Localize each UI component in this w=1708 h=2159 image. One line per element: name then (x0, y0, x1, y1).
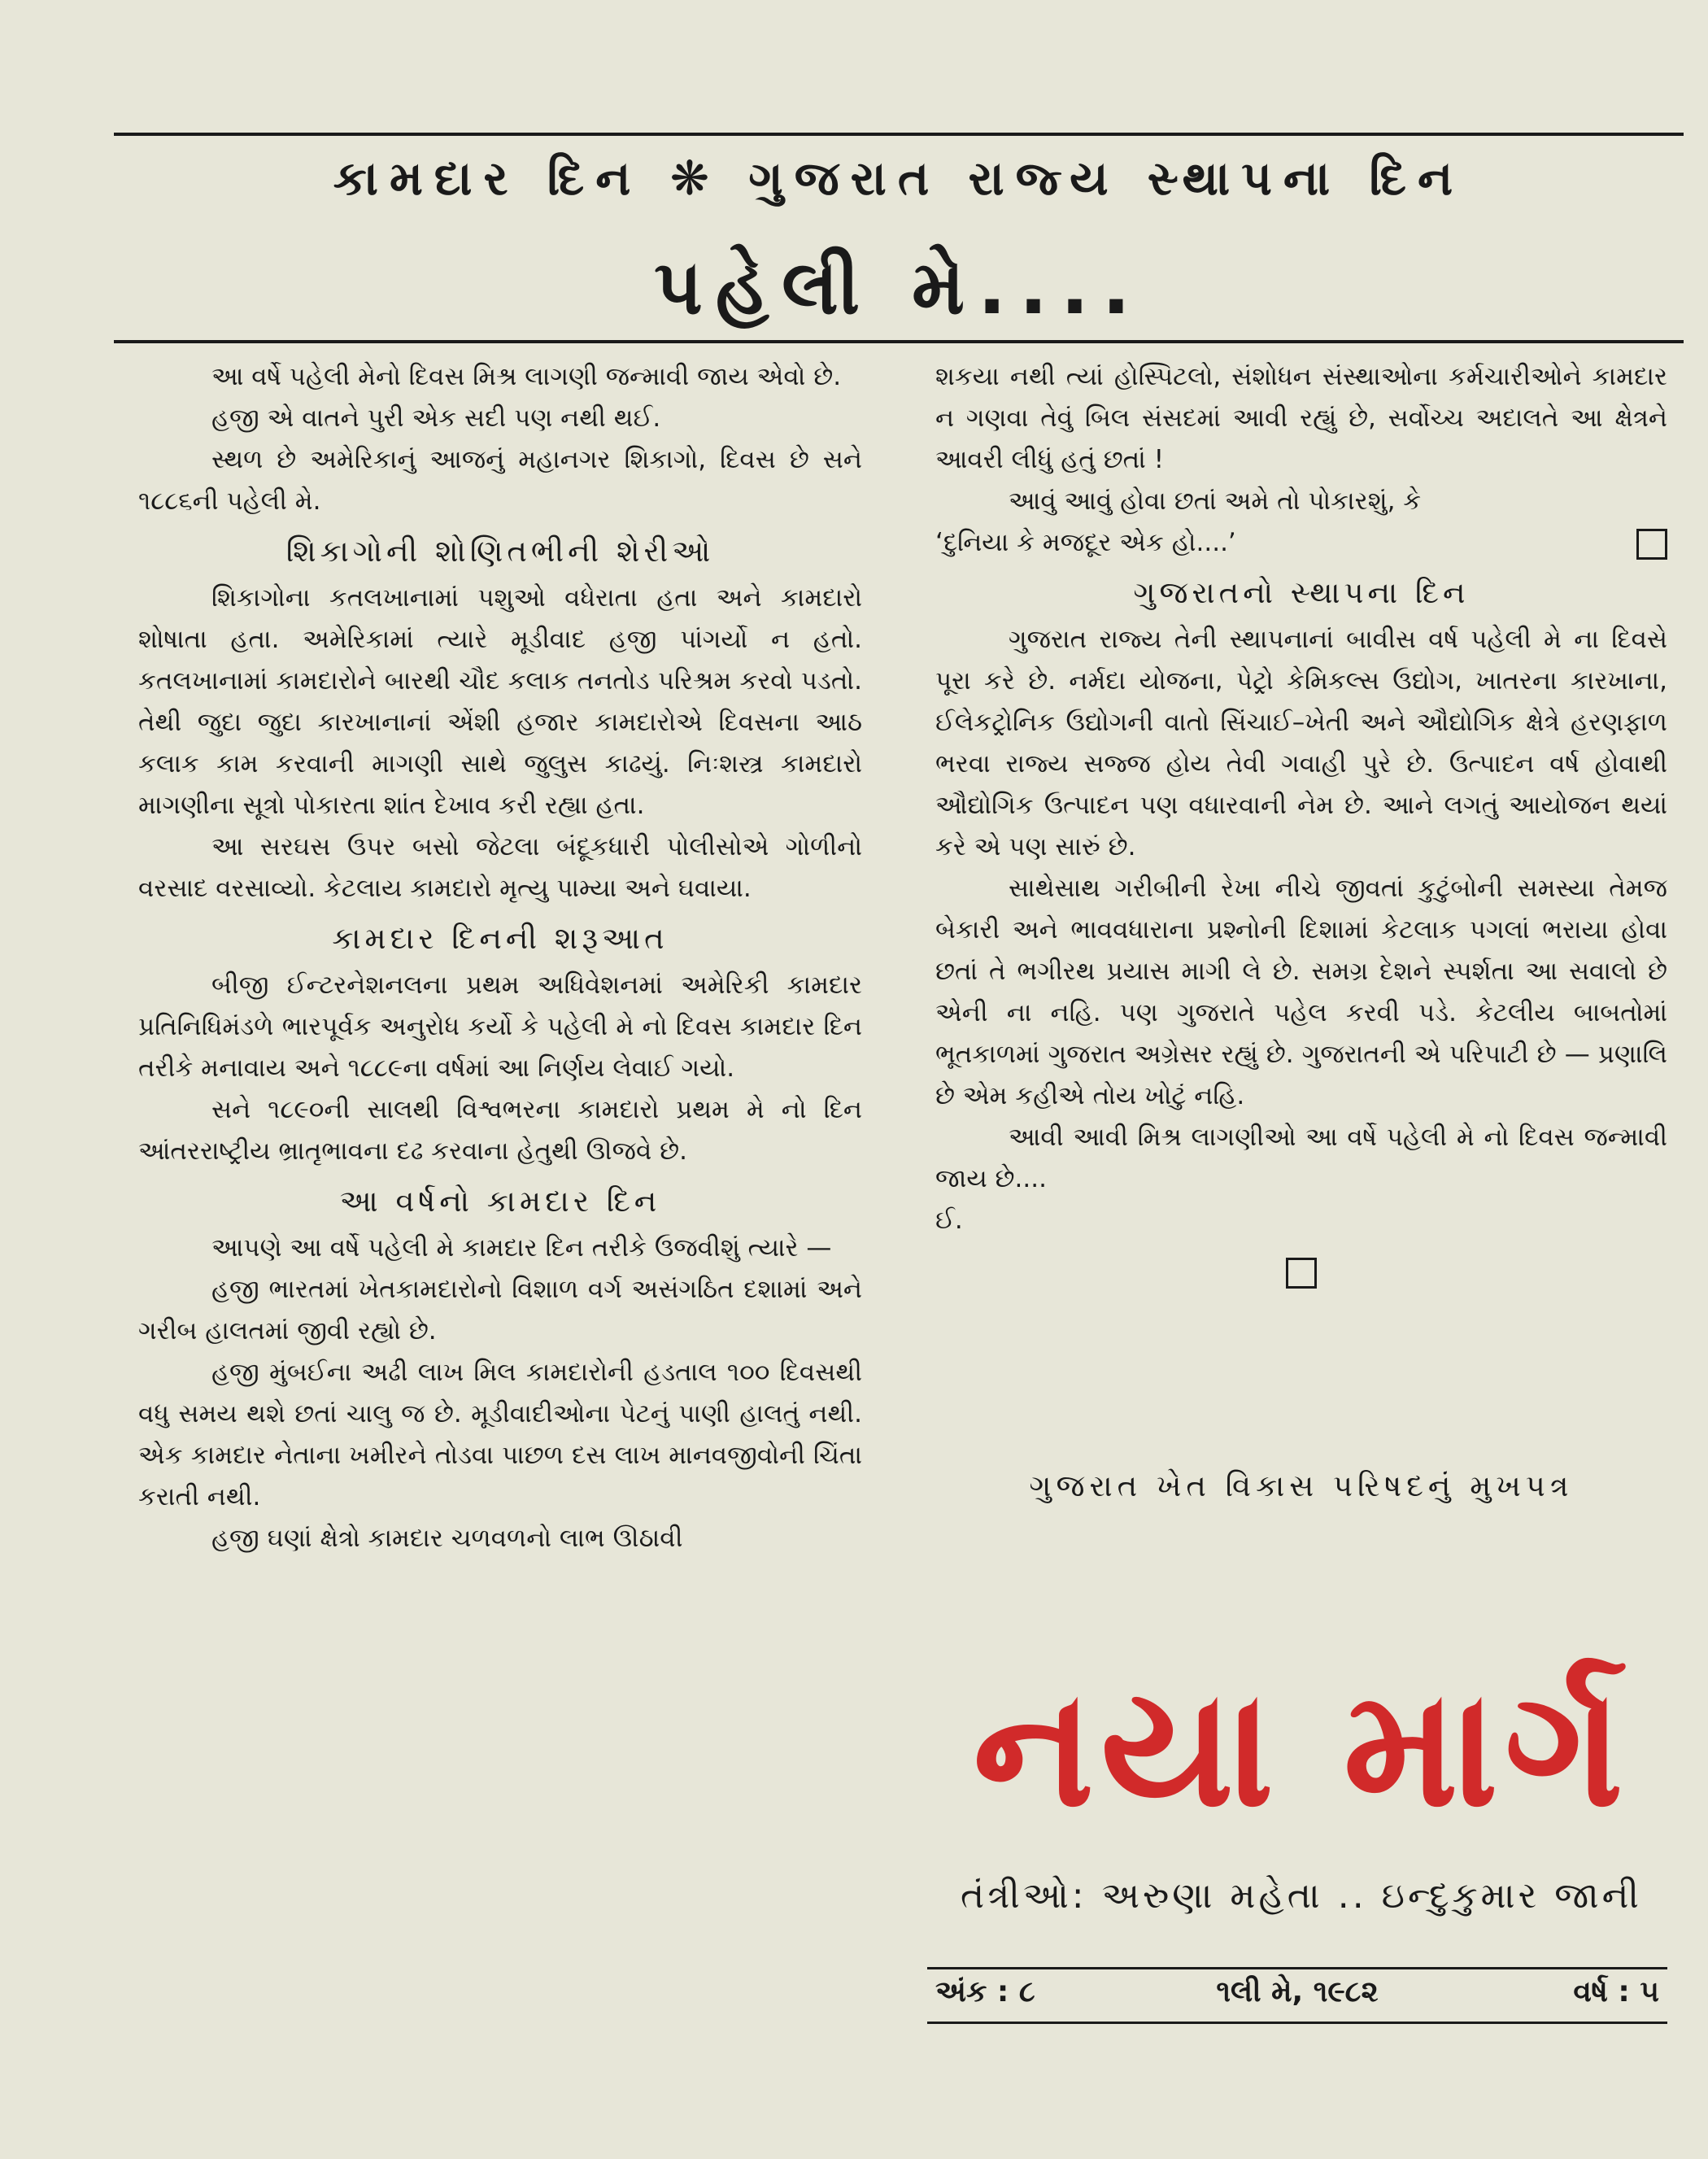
paragraph: સને ૧૮૯૦ની સાલથી વિશ્વભરના કામદારો પ્રથમ મે નો દિન આંતરરાષ્ટ્રીય ભ્રાતૃભાવના દઢ કરવાના હેતુથી ઊજવે છે. (138, 1095, 862, 1166)
paragraph: આપણે આ વર્ષે પહેલી મે કામદાર દિન તરીકે ઉજવીશું ત્યારે — (211, 1233, 832, 1263)
paragraph: શકયા નથી ત્યાં હોસ્પિટલો, સંશોધન સંસ્થાઓના કર્મચારીઓને કામદાર ન ગણવા તેવું બિલ સંસદમાં આવી રહ્યું છે, સર્વોચ્ચ અદાલતે આ ક્ષેત્રને આવરી લીધું હતું છતાં ! (935, 362, 1667, 474)
paragraph: સ્થળ છે અમેરિકાનું આજનું મહાનગર શિકાગો, દિવસ છે સને ૧૮૮૬ની પહેલી મે. (138, 445, 862, 516)
paragraph: આવી આવી મિશ્ર લાગણીઓ આ વર્ષે પહેલી મે નો દિવસ જન્માવી જાય છે.... (935, 1123, 1667, 1193)
issue-year: વર્ષ : ૫ (1573, 1975, 1659, 2009)
author-initial: ઈ. (935, 1206, 963, 1235)
end-mark-icon (1286, 1258, 1317, 1289)
headline-rule (114, 340, 1684, 343)
paragraph: હજી મુંબઈના અઢી લાખ મિલ કામદારોની હડતાલ ૧૦૦ દિવસથી વધુ સમય થશે છતાં ચાલુ જ છે. મૂડીવાદીઓના પેટનું પાણી હાલતું નથી. એક કામદાર નેતાના ખમીરને તોડવા પાછળ દસ લાખ માનવજીવોની ચિંતા કરાતી નથી. (138, 1358, 862, 1511)
issue-number: અંક : ૮ (935, 1975, 1035, 2009)
editors-line: તંત્રીઓ: અરુણા મહેતા .. ઇન્દુકુમાર જાની (961, 1875, 1642, 1917)
paragraph: સાથેસાથ ગરીબીની રેખા નીચે જીવતાં કુટુંબોની સમસ્યા તેમજ બેકારી અને ભાવવધારાના પ્રશ્નોની દિશામાં કેટલાક પગલાં ભરાયા હોવા છતાં તે ભગીરથ પ્રયાસ માગી લે છે. સમગ્ર દેશને સ્પર્શતા આ સવાલો છે એની ના નહિ. પણ ગુજરાતે પહેલ કરવી પડે. કેટલીય બાબતોમાં ભૂતકાળમાં ગુજરાત અગ્રેસર રહ્યું છે. ગુજરાતની એ પરિપાટી છે — પ્રણાલિ છે એમ કહીએ તોય ખોટું નહિ. (935, 874, 1667, 1110)
paragraph: હજી એ વાતને પુરી એક સદી પણ નથી થઈ. (211, 403, 661, 433)
paragraph: આ વર્ષે પહેલી મેનો દિવસ મિશ્ર લાગણી જન્માવી જાય એવો છે. (211, 362, 842, 391)
issue-rule-top (927, 1967, 1667, 1969)
top-rule (114, 133, 1684, 136)
left-column (138, 356, 862, 1559)
masthead-title: નયા માર્ગ (973, 1654, 1630, 1843)
end-mark-row (935, 1251, 1667, 1293)
issue-rule-bottom (927, 2022, 1667, 2024)
mouthpiece-line: ગુજરાત ખેત વિકાસ પરિષદનું મુખપત્ર (1029, 1468, 1574, 1503)
paragraph: બીજી ઈન્ટરનેશનલના પ્રથમ અધિવેશનમાં અમેરિકી કામદાર પ્રતિનિધિમંડળે ભારપૂર્વક અનુરોધ કર્યો કે પહેલી મે નો દિવસ કામદાર દિન તરીકે મનાવાય અને ૧૮૮૯ના વર્ષમાં આ નિર્ણય લેવાઈ ગયો. (138, 970, 862, 1083)
paragraph: ગુજરાત રાજ્ય તેની સ્થાપનાનાં બાવીસ વર્ષ પહેલી મે ના દિવસે પૂરા કરે છે. નર્મદા યોજના, પેટ્રો કેમિકલ્સ ઉદ્યોગ, ખાતરના કારખાના, ઈલેકટ્રોનિક ઉદ્યોગની વાતો સિંચાઈ–ખેતી અને ઔદ્યોગિક ક્ષેત્રે હરણફાળ ભરવા રાજ્ય સજ્જ હોય તેવી ગવાહી પુરે છે. ઉત્પાદન વર્ષ હોવાથી ઔદ્યોગિક ઉત્પાદન પણ વધારવાની નેમ છે. આને લગતું આયોજન થયાં કરે એ પણ સારું છે. (935, 625, 1667, 861)
slogan-line (935, 522, 1667, 564)
paragraph: આવું આવું હોવા છતાં અમે તો પોકારશું, કે (1009, 486, 1422, 516)
right-column (935, 356, 1667, 1301)
paragraph: શિકાગોના કતલખાનામાં પશુઓ વધેરાતા હતા અને કામદારો શોષાતા હતા. અમેરિકામાં ત્યારે મૂડીવાદ હજી પાંગર્યો ન હતો. કતલખાનામાં કામદારોને બારથી ચૌદ કલાક તનતોડ પરિશ્રમ કરવો પડતો. તેથી જુદા જુદા કારખાનાનાં એંશી હજાર કામદારોએ દિવસના આઠ કલાક કામ કરવાની માગણી સાથે જુલુસ કાઢયું. નિઃશસ્ત્ર કામદારો માગણીના સૂત્રો પોકારતા શાંત દેખાવ કરી રહ્યા હતા. (138, 583, 862, 820)
issue-date: ૧લી મે, ૧૯૮૨ (1216, 1975, 1379, 2009)
headline: પહેલી મે.... (654, 244, 1144, 331)
topic-line: કામદાર દિન ❋ ગુજરાત રાજ્ય સ્થાપના દિન (333, 150, 1465, 206)
paragraph: હજી ઘણાં ક્ષેત્રો કામદાર ચળવળનો લાભ ઊઠાવી (211, 1524, 683, 1553)
subheading: આ વર્ષનો કામદાર દિન (339, 1184, 661, 1219)
paragraph: હજી ભારતમાં ખેતકામદારોનો વિશાળ વર્ગ અસંગઠિત દશામાં અને ગરીબ હાલતમાં જીવી રહ્યો છે. (138, 1275, 862, 1346)
slogan: ‘દુનિયા કે મજદૂર એક હો....’ (935, 528, 1236, 557)
paragraph: આ સરઘસ ઉપર બસો જેટલા બંદૂકધારી પોલીસોએ ગોળીનો વરસાદ વરસાવ્યો. કેટલાય કામદારો મૃત્યુ પામ્યા અને ઘવાયા. (138, 832, 862, 903)
subheading: કામદાર દિનની શરૂઆત (332, 921, 669, 956)
subheading: ગુજરાતનો સ્થાપના દિન (1133, 575, 1470, 610)
subheading: શિકાગોની શોણિતભીની શેરીઓ (285, 534, 715, 569)
end-mark-icon (1636, 529, 1667, 560)
